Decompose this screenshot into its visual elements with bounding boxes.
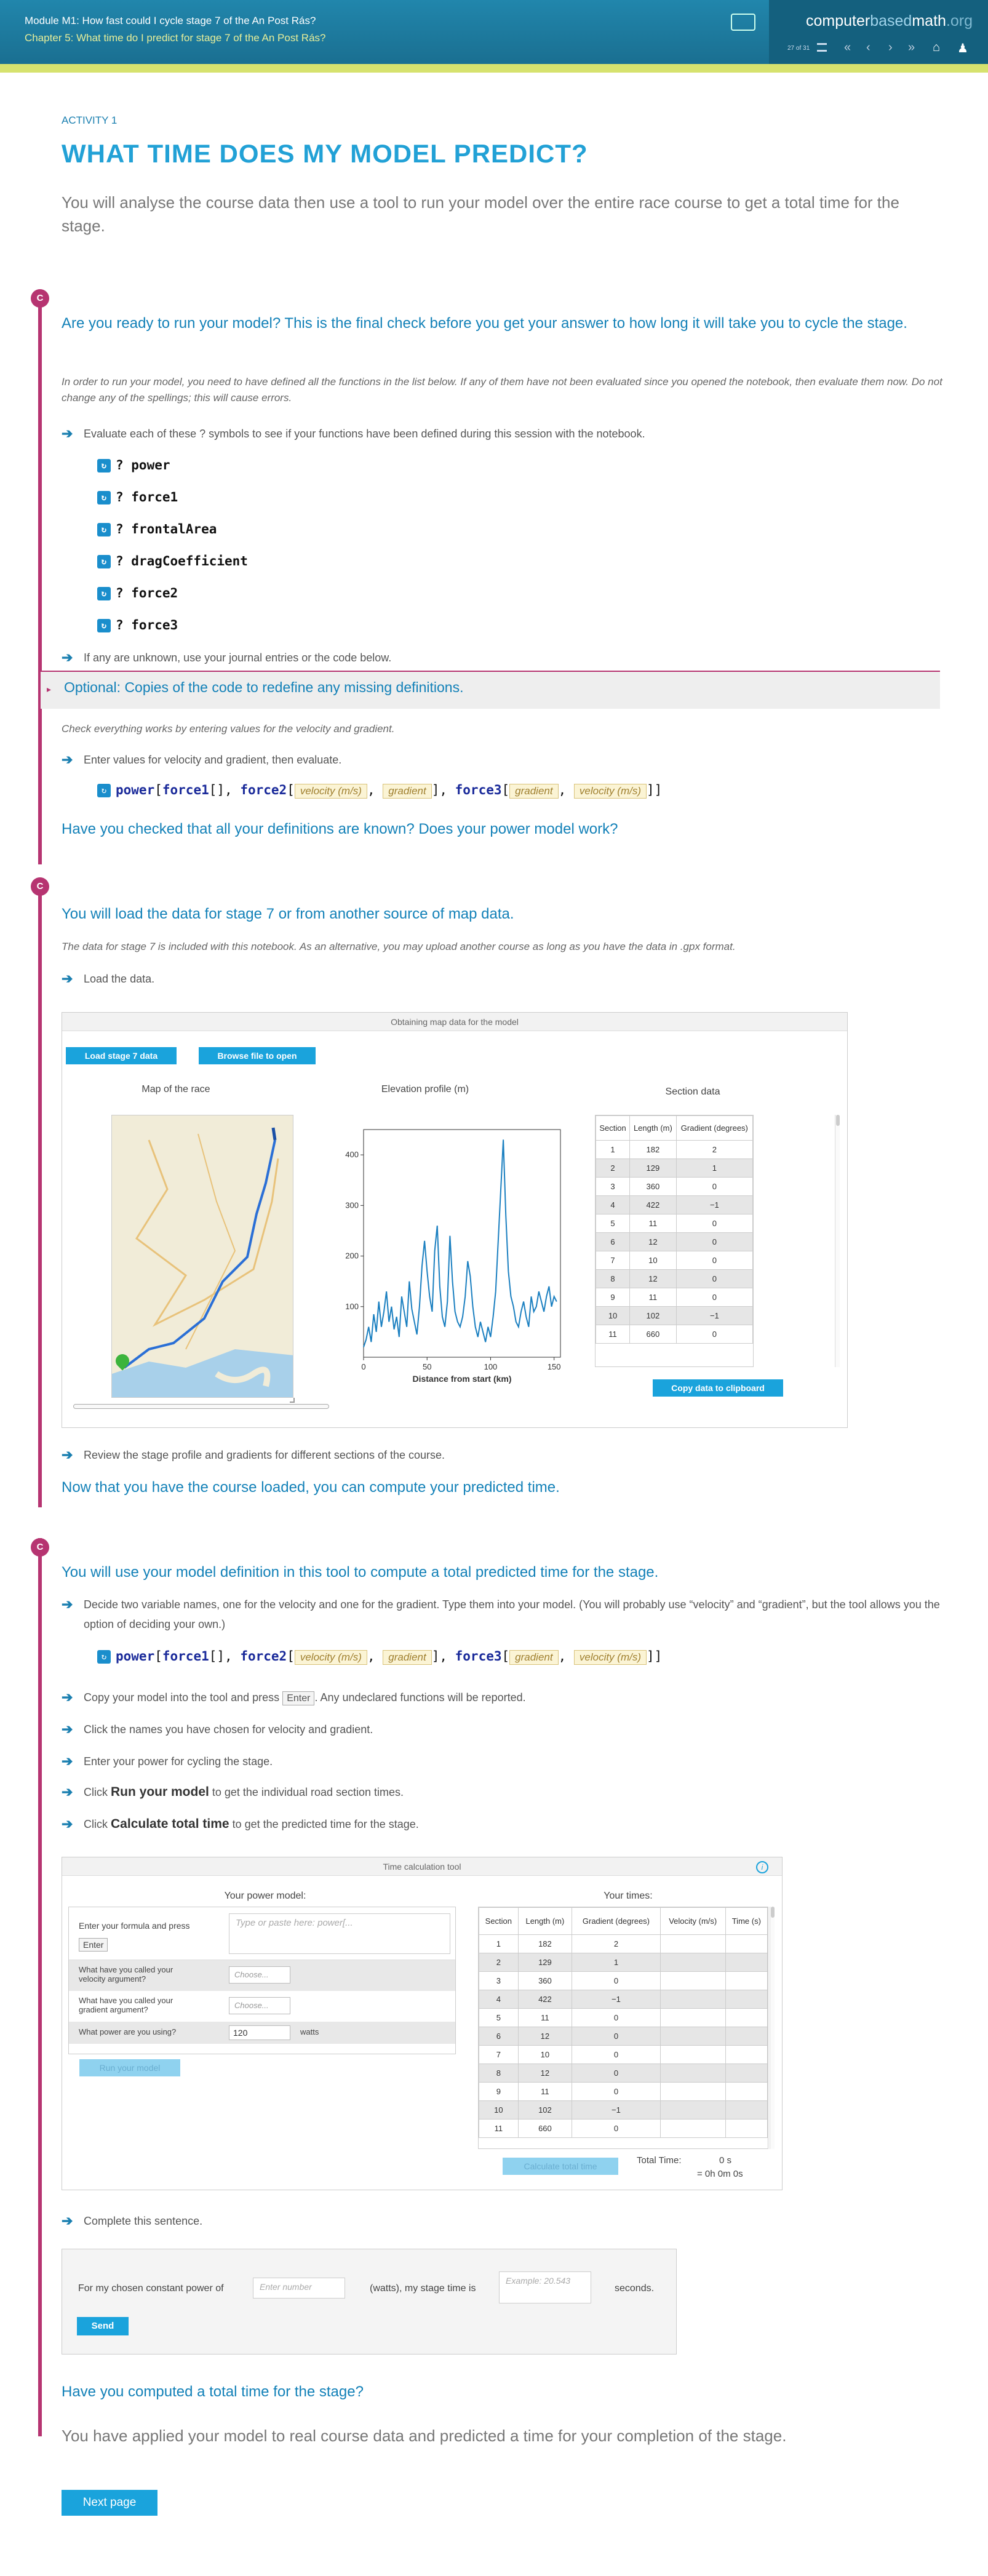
instruction-step: ➔ Enter your power for cycling the stage. <box>62 1752 947 1771</box>
x-tick-label: 100 <box>484 1362 498 1371</box>
table-cell <box>660 2064 725 2083</box>
arrow-icon: ➔ <box>62 1816 73 1832</box>
section-note: The data for stage 7 is included with this notebook. As an alternative, you may upload another course as long as you have the data in .gpx format. <box>62 941 736 952</box>
velocity-row <box>69 1960 455 1991</box>
external-link-icon[interactable] <box>731 14 755 31</box>
instruction-step: ➔ If any are unknown, use your journal entries or the code below. <box>62 648 947 667</box>
contents-list-icon[interactable] <box>817 43 827 52</box>
elevation-title: Elevation profile (m) <box>381 1084 469 1095</box>
table-cell: 12 <box>518 2027 572 2046</box>
table-cell: 0 <box>676 1270 752 1288</box>
table-cell: 0 <box>676 1233 752 1251</box>
table-cell: 360 <box>518 1972 572 1990</box>
header-nav-panel <box>769 0 988 64</box>
table-cell: 9 <box>479 2083 519 2101</box>
table-cell: −1 <box>572 2101 661 2119</box>
arrow-icon: ➔ <box>62 650 73 665</box>
info-icon[interactable]: i <box>756 1861 768 1873</box>
section-bar <box>38 298 42 864</box>
instruction-step: ➔ Evaluate each of these ? symbols to see if your functions have been defined during this session with the notebook. <box>62 425 947 443</box>
table-cell: 2 <box>572 1935 661 1953</box>
table-cell: 360 <box>630 1178 677 1196</box>
evaluate-icon[interactable]: ↻ <box>97 784 111 797</box>
gradient-placeholder[interactable]: gradient <box>509 1650 558 1665</box>
table-header: Gradient (degrees) <box>676 1116 752 1141</box>
y-tick-label: 300 <box>345 1200 359 1210</box>
table-cell <box>725 1935 767 1953</box>
section-question: You will load the data for stage 7 or from another source of map data. <box>62 906 514 922</box>
x-tick-label: 0 <box>361 1362 366 1371</box>
total-seconds: 0 s <box>719 2155 732 2166</box>
table-row <box>479 2009 768 2027</box>
table-cell <box>725 1990 767 2009</box>
table-row <box>479 2083 768 2101</box>
table-row <box>479 2101 768 2119</box>
table-cell: 0 <box>572 2064 661 2083</box>
sentence-text: (watts), my stage time is <box>370 2283 476 2294</box>
section-closing: Have you computed a total time for the stage? <box>62 2383 364 2400</box>
arrow-icon: ➔ <box>62 1597 73 1612</box>
table-cell: 2 <box>479 1953 519 1972</box>
table-header: Section <box>596 1116 630 1141</box>
table-cell <box>725 2083 767 2101</box>
table-cell <box>660 1972 725 1990</box>
table-row <box>596 1307 753 1325</box>
table-cell: 0 <box>676 1178 752 1196</box>
table-cell: 7 <box>479 2046 519 2064</box>
table-cell: 5 <box>479 2009 519 2027</box>
instruction-step: ➔ Click Calculate total time to get the predicted time for the stage. <box>62 1815 947 1833</box>
optional-label[interactable]: Optional: Copies of the code to redefine any missing definitions. <box>64 679 464 695</box>
table-cell: 1 <box>676 1159 752 1178</box>
map-resize-handle[interactable] <box>290 1398 295 1403</box>
instruction-step: ➔ Load the data. <box>62 970 947 988</box>
table-cell: 129 <box>518 1953 572 1972</box>
next-page-icon[interactable]: › <box>888 41 893 54</box>
home-icon[interactable]: ⌂ <box>933 41 941 54</box>
activity-label: ACTIVITY 1 <box>62 114 118 126</box>
table-cell: 11 <box>630 1214 677 1233</box>
velocity-placeholder[interactable]: velocity (m/s) <box>295 1650 367 1665</box>
next-page-button[interactable]: Next page <box>62 2490 157 2516</box>
total-hms: = 0h 0m 0s <box>697 2169 743 2179</box>
power-model-input[interactable]: ↻ power[force1[], force2[ velocity (m/s) , gradient ], force3[ gradient , velocity (m/s) ]] <box>97 783 662 799</box>
velocity-label: What have you called your velocity argument? <box>79 1965 173 1984</box>
table-cell: 129 <box>630 1159 677 1178</box>
elevation-chart <box>333 1111 579 1394</box>
velocity-placeholder[interactable]: velocity (m/s) <box>574 784 647 799</box>
gradient-select[interactable]: Choose... <box>229 1997 290 2014</box>
summary-text: You have applied your model to real course data and predicted a time for your completion of the stage. <box>62 2426 787 2445</box>
table-cell: 10 <box>479 2101 519 2119</box>
last-page-icon[interactable]: » <box>908 41 915 54</box>
table-cell: 1 <box>596 1141 630 1159</box>
query-power[interactable]: ↻ ? power <box>97 458 170 473</box>
table-cell: 0 <box>676 1288 752 1307</box>
power-row <box>69 2022 455 2044</box>
table-cell: 422 <box>630 1196 677 1214</box>
section-note: Check everything works by entering values for the velocity and gradient. <box>62 723 395 735</box>
copy-to-clipboard-button[interactable]: Copy data to clipboard <box>653 1379 783 1397</box>
table-cell: 3 <box>596 1178 630 1196</box>
table-cell: 3 <box>479 1972 519 1990</box>
power-number-input[interactable]: Enter number <box>253 2278 345 2299</box>
sentence-text: seconds. <box>615 2283 655 2294</box>
table-cell <box>725 2101 767 2119</box>
table-cell <box>725 2027 767 2046</box>
times-table-scrollbar[interactable] <box>770 1907 775 2149</box>
table-header: Section <box>479 1908 519 1935</box>
formula-row <box>69 1907 455 1960</box>
arrow-icon: ➔ <box>62 2213 73 2228</box>
table-cell <box>660 1990 725 2009</box>
table-cell: 182 <box>518 1935 572 1953</box>
table-cell: 8 <box>479 2064 519 2083</box>
table-row <box>596 1178 753 1196</box>
table-cell: 12 <box>518 2064 572 2083</box>
section-note: In order to run your model, you need to have defined all the functions in the list below. If any of them have not been evaluated since you opened the notebook, then evaluate them now. Do not change any of the spellings; this will cause errors. <box>62 376 942 404</box>
table-row <box>596 1141 753 1159</box>
table-row <box>596 1159 753 1178</box>
map-graphic <box>112 1115 293 1398</box>
table-cell: 11 <box>518 2083 572 2101</box>
section-badge: C <box>31 1538 49 1557</box>
table-cell: 10 <box>518 2046 572 2064</box>
table-row <box>596 1233 753 1251</box>
section-data-title: Section data <box>665 1087 720 1097</box>
table-cell: 11 <box>630 1288 677 1307</box>
table-cell: 182 <box>630 1141 677 1159</box>
map-title: Map of the race <box>141 1084 210 1095</box>
times-table <box>478 1907 768 2149</box>
optional-code-toggle[interactable] <box>41 671 940 709</box>
header-accent-stripe <box>0 64 988 73</box>
table-cell: 11 <box>596 1325 630 1344</box>
table-cell: 5 <box>596 1214 630 1233</box>
evaluate-icon[interactable]: ↻ <box>97 459 111 473</box>
table-cell <box>725 2009 767 2027</box>
map-data-tool <box>62 1012 848 1428</box>
table-cell <box>725 2064 767 2083</box>
arrow-icon: ➔ <box>62 1753 73 1769</box>
velocity-placeholder[interactable]: velocity (m/s) <box>574 1650 647 1665</box>
instruction-step: ➔ Click Run your model to get the individual road section times. <box>62 1783 947 1801</box>
chapter-title[interactable]: Chapter 5: What time do I predict for stage 7 of the An Post Rás? <box>25 32 326 44</box>
table-cell: 660 <box>518 2119 572 2138</box>
section-bar <box>38 886 42 1507</box>
table-cell: 0 <box>676 1214 752 1233</box>
power-label: What power are you using? <box>79 2027 177 2036</box>
x-axis-label: Distance from start (km) <box>412 1374 512 1384</box>
table-cell: 9 <box>596 1288 630 1307</box>
table-cell: 10 <box>596 1307 630 1325</box>
table-header: Gradient (degrees) <box>572 1908 661 1935</box>
gradient-placeholder[interactable]: gradient <box>383 1650 431 1665</box>
table-row <box>479 2119 768 2138</box>
user-icon[interactable]: ♟ <box>957 42 968 55</box>
table-cell: 0 <box>676 1325 752 1344</box>
y-tick-label: 100 <box>345 1301 359 1311</box>
formula-label: Enter your formula and press <box>79 1921 190 1931</box>
table-cell: 422 <box>518 1990 572 2009</box>
x-tick-label: 150 <box>547 1362 561 1371</box>
table-cell <box>660 2119 725 2138</box>
table-cell <box>660 2083 725 2101</box>
section-closing: Now that you have the course loaded, you can compute your predicted time. <box>62 1479 560 1496</box>
evaluate-icon[interactable]: ↻ <box>97 523 111 536</box>
power-model-code[interactable]: ↻ power[force1[], force2[ velocity (m/s) , gradient ], force3[ gradient , velocity (m/s) ]] <box>97 1649 662 1665</box>
table-row <box>596 1214 753 1233</box>
watts-unit: watts <box>300 2027 319 2036</box>
gradient-label: What have you called your gradient argument? <box>79 1996 173 2014</box>
query-drag-coefficient[interactable]: ↻ ? dragCoefficient <box>97 554 248 568</box>
gradient-row <box>69 1991 455 2022</box>
instruction-step: ➔ Decide two variable names, one for the velocity and one for the gradient. Type them into your model. (You will probably use “velocity” and “gradient”, but the tool allows you the option of deciding your own.) <box>62 1595 947 1634</box>
table-row <box>596 1270 753 1288</box>
section-table-scrollbar[interactable] <box>835 1115 840 1367</box>
table-cell: −1 <box>676 1196 752 1214</box>
evaluate-icon[interactable]: ↻ <box>97 619 111 632</box>
table-cell <box>660 2101 725 2119</box>
evaluate-icon[interactable]: ↻ <box>97 555 111 568</box>
page-title: WHAT TIME DOES MY MODEL PREDICT? <box>62 139 588 168</box>
table-cell: 102 <box>630 1307 677 1325</box>
instruction-step: ➔ Complete this sentence. <box>62 2212 947 2230</box>
elevation-series-line <box>364 1139 557 1347</box>
instruction-step: ➔ Enter values for velocity and gradient, then evaluate. <box>62 751 947 769</box>
table-cell: 12 <box>630 1270 677 1288</box>
table-cell: 660 <box>630 1325 677 1344</box>
table-cell: 0 <box>676 1251 752 1270</box>
table-cell: 0 <box>572 1972 661 1990</box>
section-question: You will use your model definition in this tool to compute a total predicted time for the stage. <box>62 1564 659 1581</box>
evaluate-icon[interactable]: ↻ <box>97 1650 111 1664</box>
table-cell: −1 <box>572 1990 661 2009</box>
table-cell: 10 <box>630 1251 677 1270</box>
times-heading: Your times: <box>604 1891 653 1901</box>
section-question: Are you ready to run your model? This is the final check before you get your answer to how long it will take you to cycle the stage. <box>62 315 907 332</box>
table-cell: 2 <box>596 1159 630 1178</box>
evaluate-icon[interactable]: ↻ <box>97 587 111 600</box>
model-heading: Your power model: <box>224 1891 306 1901</box>
query-force1[interactable]: ↻ ? force1 <box>97 490 178 504</box>
table-cell <box>660 2046 725 2064</box>
velocity-placeholder[interactable]: velocity (m/s) <box>295 784 367 799</box>
gradient-placeholder[interactable]: gradient <box>383 784 431 799</box>
table-row <box>596 1251 753 1270</box>
y-tick-label: 400 <box>345 1150 359 1160</box>
table-cell: 4 <box>596 1196 630 1214</box>
table-cell: 11 <box>518 2009 572 2027</box>
table-cell: 6 <box>479 2027 519 2046</box>
formula-input[interactable]: Type or paste here: power[... <box>229 1913 450 1954</box>
table-header: Velocity (m/s) <box>660 1908 725 1935</box>
table-cell: 0 <box>572 2046 661 2064</box>
model-form <box>68 1907 456 2054</box>
instruction-step: ➔ Click the names you have chosen for velocity and gradient. <box>62 1720 947 1739</box>
table-cell: 102 <box>518 2101 572 2119</box>
prev-page-icon[interactable]: ‹ <box>866 41 870 54</box>
table-header: Length (m) <box>630 1116 677 1141</box>
section-badge: C <box>31 289 49 308</box>
arrow-icon: ➔ <box>62 971 73 986</box>
enter-key: Enter <box>79 1938 108 1952</box>
enter-key: Enter <box>282 1691 314 1705</box>
y-tick-label: 200 <box>345 1251 359 1261</box>
total-label: Total Time: <box>637 2155 682 2166</box>
table-header: Length (m) <box>518 1908 572 1935</box>
table-cell: 2 <box>676 1141 752 1159</box>
stage-time-input[interactable]: Example: 20.543 <box>499 2271 591 2303</box>
instruction-step: ➔ Review the stage profile and gradients for different sections of the course. <box>62 1446 947 1464</box>
race-map[interactable] <box>111 1115 293 1398</box>
table-cell: 0 <box>572 2119 661 2138</box>
query-force2[interactable]: ↻ ? force2 <box>97 586 178 600</box>
arrow-icon: ➔ <box>62 1689 73 1705</box>
map-scroll-slider[interactable] <box>73 1404 329 1409</box>
browse-file-button[interactable]: Browse file to open <box>199 1047 316 1064</box>
table-row <box>479 1935 768 1953</box>
table-cell <box>725 2046 767 2064</box>
page-count: 27 of 31 <box>787 45 810 52</box>
velocity-select[interactable]: Choose... <box>229 1966 290 1984</box>
table-row <box>479 1953 768 1972</box>
table-row <box>479 2046 768 2064</box>
tool-title: Obtaining map data for the model <box>62 1013 847 1031</box>
section-closing: Have you checked that all your definitions are known? Does your power model work? <box>62 821 618 837</box>
table-cell <box>660 2027 725 2046</box>
table-cell: 1 <box>572 1953 661 1972</box>
table-cell: 8 <box>596 1270 630 1288</box>
time-calculation-tool <box>62 1857 783 2190</box>
table-cell: 11 <box>479 2119 519 2138</box>
sentence-form <box>62 2249 677 2355</box>
table-cell <box>660 1953 725 1972</box>
intro-lede: You will analyse the course data then use a tool to run your model over the entire race course to get a total time for the stage. <box>62 193 899 235</box>
table-header: Time (s) <box>725 1908 767 1935</box>
send-button[interactable]: Send <box>77 2317 129 2335</box>
table-cell <box>660 1935 725 1953</box>
table-row <box>479 2027 768 2046</box>
query-force3[interactable]: ↻ ? force3 <box>97 618 178 632</box>
calculate-total-button[interactable]: Calculate total time <box>503 2158 618 2175</box>
table-cell: −1 <box>676 1307 752 1325</box>
arrow-icon: ➔ <box>62 1721 73 1737</box>
module-title: Module M1: How fast could I cycle stage 7 of the An Post Rás? <box>25 15 316 26</box>
table-row <box>596 1196 753 1214</box>
load-stage-button[interactable]: Load stage 7 data <box>66 1047 177 1064</box>
section-data-table <box>595 1115 754 1367</box>
table-row <box>479 1990 768 2009</box>
table-cell <box>725 1972 767 1990</box>
section-badge: C <box>31 877 49 896</box>
query-frontal-area[interactable]: ↻ ? frontalArea <box>97 522 217 536</box>
arrow-icon: ➔ <box>62 1784 73 1800</box>
section-bar <box>38 1538 42 2436</box>
power-input[interactable]: 120 <box>229 2025 290 2040</box>
run-model-button[interactable]: Run your model <box>79 2059 180 2076</box>
table-cell: 0 <box>572 2083 661 2101</box>
table-cell: 12 <box>630 1233 677 1251</box>
instruction-step: ➔ Copy your model into the tool and press Enter . Any undeclared functions will be reported. <box>62 1688 947 1708</box>
table-row <box>596 1325 753 1344</box>
table-cell <box>725 1953 767 1972</box>
table-cell: 4 <box>479 1990 519 2009</box>
gradient-placeholder[interactable]: gradient <box>509 784 558 799</box>
table-cell: 6 <box>596 1233 630 1251</box>
table-cell <box>660 2009 725 2027</box>
arrow-icon: ➔ <box>62 752 73 767</box>
arrow-icon: ➔ <box>62 426 73 441</box>
table-cell: 0 <box>572 2009 661 2027</box>
table-row <box>479 2064 768 2083</box>
table-cell: 7 <box>596 1251 630 1270</box>
sentence-text: For my chosen constant power of <box>78 2283 224 2294</box>
tool-title: Time calculation tool <box>62 1857 782 1876</box>
table-cell: 1 <box>479 1935 519 1953</box>
expand-triangle-icon[interactable]: ▸ <box>47 684 52 694</box>
table-row <box>479 1972 768 1990</box>
table-row <box>596 1288 753 1307</box>
table-cell: 0 <box>572 2027 661 2046</box>
table-cell <box>725 2119 767 2138</box>
site-logo[interactable]: computerbasedmath.org <box>806 12 973 30</box>
first-page-icon[interactable]: « <box>844 41 851 54</box>
evaluate-icon[interactable]: ↻ <box>97 491 111 504</box>
x-tick-label: 50 <box>422 1362 432 1371</box>
arrow-icon: ➔ <box>62 1447 73 1462</box>
